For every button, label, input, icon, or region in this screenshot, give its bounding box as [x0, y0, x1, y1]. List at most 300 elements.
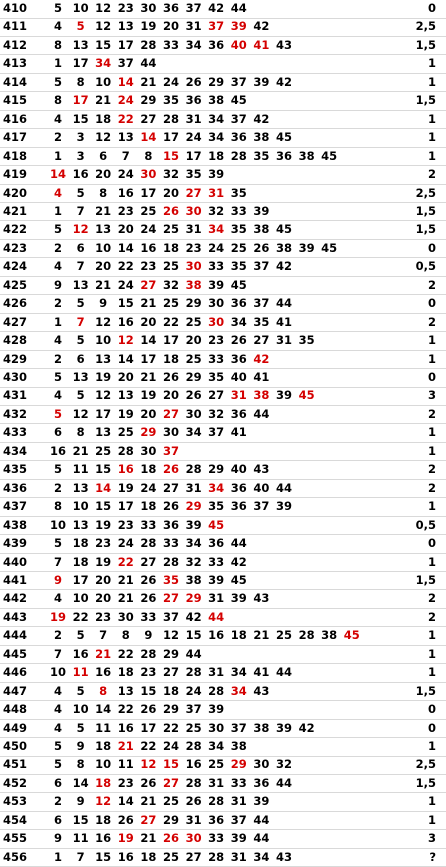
number-cell: 27	[253, 333, 270, 348]
highlighted-number: 15	[162, 148, 179, 163]
highlighted-number: 34	[230, 683, 247, 698]
draw-number: 422	[3, 222, 28, 237]
table-row	[0, 517, 446, 536]
number-cell: 7	[53, 646, 62, 661]
draw-number: 421	[3, 203, 28, 218]
highlighted-number: 21	[117, 739, 134, 753]
number-cell: 28	[185, 775, 202, 790]
number-cell: 42	[275, 74, 292, 89]
number-cell: 13	[95, 222, 112, 237]
number-cell: 28	[230, 148, 247, 163]
number-cell: 21	[140, 831, 157, 846]
number-cell: 12	[72, 406, 89, 421]
number-cell: 5	[53, 462, 62, 477]
number-cell: 13	[117, 683, 134, 698]
number-cell: 35	[230, 185, 247, 200]
score-cell: 2	[427, 314, 436, 329]
number-cell: 22	[117, 646, 134, 661]
number-cell: 5	[53, 536, 62, 551]
number-cell: 18	[162, 240, 179, 255]
number-cell: 44	[185, 646, 202, 661]
number-cell: 23	[140, 665, 157, 680]
number-cell: 39	[208, 277, 225, 292]
number-cell: 21	[140, 370, 157, 384]
number-cell: 6	[53, 812, 62, 827]
number-cell: 13	[72, 37, 89, 52]
draw-number: 446	[3, 665, 28, 680]
number-cell: 14	[72, 775, 89, 790]
number-cell: 4	[53, 720, 62, 735]
number-cell: 10	[49, 517, 66, 532]
number-cell: 37	[230, 111, 247, 126]
number-cell: 21	[95, 203, 112, 218]
number-cell: 16	[49, 443, 66, 458]
number-cell: 26	[185, 794, 202, 809]
number-cell: 35	[162, 93, 179, 108]
number-cell: 44	[230, 1, 247, 15]
number-cell: 5	[53, 222, 62, 237]
number-cell: 8	[53, 499, 62, 514]
table-row	[0, 240, 446, 259]
number-cell: 24	[162, 74, 179, 89]
table-row	[0, 203, 446, 222]
number-cell: 16	[95, 665, 112, 680]
number-cell: 18	[140, 462, 157, 477]
number-cell: 39	[230, 591, 247, 606]
number-cell: 10	[49, 665, 66, 680]
number-cell: 10	[72, 591, 89, 606]
number-cell: 25	[117, 425, 134, 440]
score-cell: 1,5	[415, 572, 436, 587]
highlighted-number: 29	[140, 425, 157, 440]
number-cell: 28	[162, 111, 179, 126]
number-cell: 34	[208, 130, 225, 145]
draw-number: 428	[3, 333, 28, 348]
score-cell: 1	[427, 56, 436, 71]
number-cell: 31	[185, 222, 202, 237]
number-cell: 1	[53, 56, 62, 71]
number-cell: 23	[117, 203, 134, 218]
score-cell: 1	[427, 665, 436, 680]
number-cell: 38	[321, 628, 338, 643]
number-cell: 34	[185, 37, 202, 52]
number-cell: 3	[76, 130, 85, 145]
number-cell: 13	[72, 480, 89, 495]
draw-number: 447	[3, 683, 28, 698]
number-cell: 9	[99, 296, 108, 311]
highlighted-number: 40	[230, 37, 247, 52]
draw-number: 417	[3, 130, 28, 145]
number-cell: 25	[162, 259, 179, 274]
number-cell: 35	[208, 370, 225, 384]
number-cell: 1	[53, 148, 62, 163]
number-cell: 2	[53, 240, 62, 255]
number-cell: 45	[230, 277, 247, 292]
number-cell: 23	[117, 775, 134, 790]
number-cell: 8	[76, 74, 85, 89]
number-cell: 45	[230, 93, 247, 108]
number-cell: 18	[72, 536, 89, 551]
score-cell: 0	[427, 720, 436, 735]
number-cell: 26	[140, 591, 157, 606]
number-cell: 19	[95, 370, 112, 384]
number-cell: 24	[185, 130, 202, 145]
number-cell: 28	[140, 37, 157, 52]
draw-number: 431	[3, 388, 28, 403]
number-cell: 15	[72, 111, 89, 126]
draw-number: 424	[3, 259, 28, 274]
score-cell: 2,5	[415, 757, 436, 772]
number-cell: 33	[208, 554, 225, 569]
number-cell: 43	[275, 849, 292, 864]
number-cell: 28	[162, 554, 179, 569]
draw-number: 423	[3, 240, 28, 255]
draw-number: 414	[3, 74, 28, 89]
number-cell: 31	[185, 111, 202, 126]
score-cell: 1	[427, 351, 436, 366]
number-cell: 22	[72, 609, 89, 624]
number-cell: 4	[53, 683, 62, 698]
number-cell: 21	[140, 794, 157, 809]
number-cell: 39	[253, 74, 270, 89]
number-cell: 27	[140, 111, 157, 126]
number-cell: 36	[230, 499, 247, 514]
number-cell: 32	[208, 406, 225, 421]
number-cell: 39	[253, 203, 270, 218]
draw-number: 436	[3, 480, 28, 495]
number-cell: 17	[117, 37, 134, 52]
number-cell: 25	[162, 849, 179, 864]
highlighted-number: 37	[208, 19, 225, 34]
number-cell: 4	[53, 111, 62, 126]
number-cell: 8	[53, 93, 62, 108]
number-cell: 20	[95, 167, 112, 182]
number-cell: 30	[140, 443, 157, 458]
highlighted-number: 34	[208, 480, 225, 495]
number-cell: 18	[95, 739, 112, 753]
number-cell: 7	[76, 849, 85, 864]
number-cell: 14	[117, 240, 134, 255]
number-cell: 16	[185, 757, 202, 772]
draw-number: 413	[3, 56, 28, 71]
number-cell: 23	[117, 1, 134, 15]
score-cell: 1	[427, 130, 436, 145]
number-cell: 2	[53, 351, 62, 366]
score-cell: 0	[427, 370, 436, 384]
number-cell: 10	[95, 333, 112, 348]
number-cell: 4	[53, 388, 62, 403]
highlighted-number: 26	[162, 203, 179, 218]
number-cell: 36	[230, 406, 247, 421]
number-cell: 37	[253, 296, 270, 311]
number-cell: 24	[117, 536, 134, 551]
number-cell: 27	[140, 554, 157, 569]
number-cell: 12	[95, 19, 112, 34]
number-cell: 10	[72, 1, 89, 15]
highlighted-number: 27	[162, 591, 179, 606]
number-cell: 25	[162, 296, 179, 311]
number-cell: 20	[162, 185, 179, 200]
highlighted-number: 14	[117, 74, 134, 89]
table-row	[0, 664, 446, 683]
number-cell: 14	[117, 351, 134, 366]
draw-number: 441	[3, 572, 28, 587]
number-cell: 9	[76, 794, 85, 809]
number-cell: 28	[117, 443, 134, 458]
number-cell: 15	[95, 37, 112, 52]
number-cell: 38	[253, 222, 270, 237]
number-cell: 16	[208, 628, 225, 643]
number-cell: 16	[140, 240, 157, 255]
highlighted-number: 5	[53, 406, 62, 421]
number-cell: 27	[162, 480, 179, 495]
draw-number: 440	[3, 554, 28, 569]
number-cell: 22	[117, 259, 134, 274]
highlighted-number: 18	[95, 775, 112, 790]
number-cell: 44	[230, 536, 247, 551]
number-cell: 16	[117, 314, 134, 329]
number-cell: 33	[230, 203, 247, 218]
number-cell: 8	[76, 757, 85, 772]
number-cell: 15	[72, 812, 89, 827]
number-cell: 9	[144, 628, 153, 643]
highlighted-number: 30	[185, 831, 202, 846]
number-cell: 23	[208, 333, 225, 348]
number-cell: 6	[76, 240, 85, 255]
number-cell: 34	[230, 665, 247, 680]
number-cell: 23	[95, 536, 112, 551]
number-cell: 24	[117, 277, 134, 292]
draw-number: 435	[3, 462, 28, 477]
highlighted-number: 31	[230, 388, 247, 403]
table-row	[0, 387, 446, 406]
draw-number: 410	[3, 1, 28, 15]
number-cell: 32	[185, 554, 202, 569]
number-cell: 36	[230, 296, 247, 311]
number-cell: 43	[253, 591, 270, 606]
number-cell: 21	[117, 572, 134, 587]
number-cell: 43	[253, 683, 270, 698]
table-row	[0, 609, 446, 628]
number-cell: 31	[230, 794, 247, 809]
highlighted-number: 15	[162, 757, 179, 772]
number-cell: 28	[140, 646, 157, 661]
highlighted-number: 27	[162, 775, 179, 790]
number-cell: 11	[72, 831, 89, 846]
draw-number: 452	[3, 775, 28, 790]
number-cell: 1	[53, 314, 62, 329]
number-cell: 24	[140, 222, 157, 237]
number-cell: 45	[321, 148, 338, 163]
number-cell: 25	[185, 351, 202, 366]
number-cell: 5	[53, 757, 62, 772]
score-cell: 1,5	[415, 683, 436, 698]
table-row	[0, 627, 446, 646]
number-cell: 44	[140, 56, 157, 71]
score-cell: ?	[429, 849, 436, 864]
number-cell: 17	[95, 406, 112, 421]
highlighted-number: 4	[53, 185, 62, 200]
number-cell: 30	[140, 1, 157, 15]
number-cell: 2	[53, 480, 62, 495]
number-cell: 10	[95, 240, 112, 255]
highlighted-number: 12	[140, 757, 157, 772]
table-row	[0, 830, 446, 849]
number-cell: 14	[95, 702, 112, 717]
score-cell: 1,5	[415, 37, 436, 52]
number-cell: 9	[76, 739, 85, 753]
number-cell: 13	[72, 517, 89, 532]
number-cell: 38	[298, 148, 315, 163]
number-cell: 2	[53, 130, 62, 145]
score-cell: 0	[427, 536, 436, 551]
number-cell: 26	[140, 572, 157, 587]
number-cell: 24	[117, 167, 134, 182]
number-cell: 41	[253, 665, 270, 680]
number-cell: 39	[208, 572, 225, 587]
highlighted-number: 21	[95, 646, 112, 661]
table-row	[0, 701, 446, 720]
number-cell: 41	[275, 314, 292, 329]
draw-number: 430	[3, 370, 28, 384]
number-cell: 26	[140, 702, 157, 717]
number-cell: 10	[95, 757, 112, 772]
score-cell: 1,5	[415, 222, 436, 237]
highlighted-number: 12	[95, 794, 112, 809]
table-row	[0, 18, 446, 37]
number-cell: 35	[253, 148, 270, 163]
number-cell: 37	[117, 56, 134, 71]
number-cell: 27	[208, 388, 225, 403]
number-cell: 27	[162, 665, 179, 680]
number-cell: 44	[275, 480, 292, 495]
table-row	[0, 443, 446, 462]
number-cell: 7	[76, 259, 85, 274]
number-cell: 44	[253, 831, 270, 846]
number-cell: 35	[230, 222, 247, 237]
number-cell: 29	[162, 812, 179, 827]
number-cell: 25	[140, 203, 157, 218]
number-cell: 17	[140, 720, 157, 735]
number-cell: 5	[76, 628, 85, 643]
highlighted-number: 37	[162, 443, 179, 458]
number-cell: 19	[117, 480, 134, 495]
number-cell: 29	[185, 296, 202, 311]
draw-number: 434	[3, 443, 28, 458]
table-row	[0, 480, 446, 499]
number-cell: 11	[72, 462, 89, 477]
number-cell: 17	[162, 130, 179, 145]
number-cell: 36	[162, 517, 179, 532]
number-cell: 39	[253, 794, 270, 809]
score-cell: 0	[427, 702, 436, 717]
number-cell: 1	[53, 849, 62, 864]
draw-number: 427	[3, 314, 28, 329]
draw-number: 432	[3, 406, 28, 421]
table-row	[0, 258, 446, 277]
table-row	[0, 185, 446, 204]
table-row	[0, 738, 446, 757]
number-cell: 42	[230, 554, 247, 569]
highlighted-number: 45	[298, 388, 315, 403]
table-row	[0, 55, 446, 74]
table-row	[0, 461, 446, 480]
number-cell: 7	[121, 148, 130, 163]
highlighted-number: 29	[230, 757, 247, 772]
number-cell: 44	[275, 296, 292, 311]
number-cell: 35	[230, 259, 247, 274]
score-cell: 1,5	[415, 93, 436, 108]
score-cell: 2,5	[415, 19, 436, 34]
number-cell: 33	[140, 517, 157, 532]
number-cell: 21	[72, 443, 89, 458]
number-cell: 38	[230, 739, 247, 753]
number-cell: 34	[185, 425, 202, 440]
score-cell: 1,5	[415, 203, 436, 218]
number-cell: 11	[117, 757, 134, 772]
number-cell: 13	[95, 351, 112, 366]
number-cell: 34	[208, 739, 225, 753]
number-cell: 17	[185, 148, 202, 163]
draw-number: 416	[3, 111, 28, 126]
number-cell: 34	[230, 314, 247, 329]
number-cell: 15	[95, 462, 112, 477]
number-cell: 44	[253, 812, 270, 827]
number-cell: 8	[76, 425, 85, 440]
draw-number: 429	[3, 351, 28, 366]
number-cell: 8	[99, 185, 108, 200]
number-cell: 17	[72, 572, 89, 587]
number-cell: 8	[121, 628, 130, 643]
number-cell: 13	[72, 277, 89, 292]
table-row	[0, 590, 446, 609]
number-cell: 14	[140, 333, 157, 348]
number-cell: 35	[298, 333, 315, 348]
number-cell: 18	[230, 628, 247, 643]
number-cell: 18	[162, 351, 179, 366]
number-cell: 31	[208, 665, 225, 680]
number-cell: 5	[53, 1, 62, 15]
number-cell: 15	[95, 499, 112, 514]
number-cell: 23	[95, 609, 112, 624]
number-cell: 36	[230, 351, 247, 366]
draw-number: 420	[3, 185, 28, 200]
number-cell: 36	[208, 812, 225, 827]
number-cell: 1	[53, 203, 62, 218]
number-cell: 27	[185, 849, 202, 864]
draw-number: 419	[3, 167, 28, 182]
score-cell: 2	[427, 167, 436, 182]
draw-number: 444	[3, 628, 28, 643]
score-cell: 0,5	[415, 259, 436, 274]
number-cell: 45	[230, 572, 247, 587]
number-cell: 28	[208, 683, 225, 698]
number-cell: 25	[230, 240, 247, 255]
number-cell: 18	[95, 812, 112, 827]
highlighted-number: 11	[72, 665, 89, 680]
number-cell: 30	[162, 425, 179, 440]
table-row	[0, 572, 446, 591]
draw-number: 451	[3, 757, 28, 772]
number-cell: 39	[230, 831, 247, 846]
number-cell: 32	[208, 203, 225, 218]
score-cell: 1,5	[415, 775, 436, 790]
number-cell: 4	[53, 591, 62, 606]
number-cell: 6	[99, 148, 108, 163]
number-cell: 38	[185, 572, 202, 587]
number-cell: 8	[53, 37, 62, 52]
highlighted-number: 31	[208, 185, 225, 200]
